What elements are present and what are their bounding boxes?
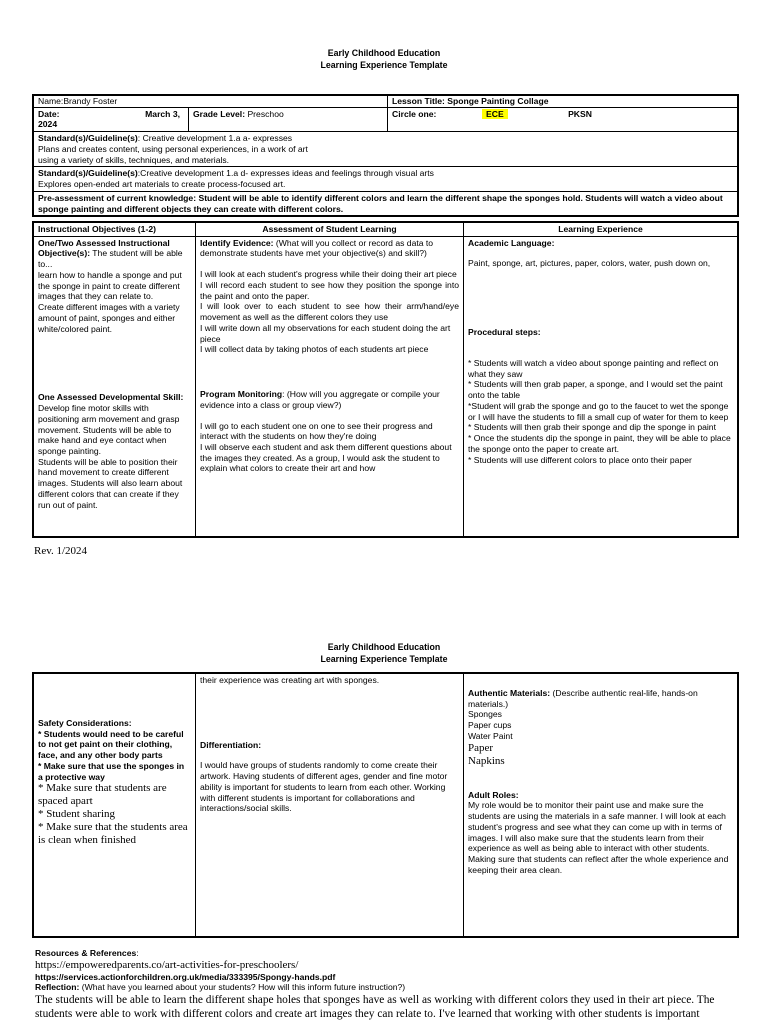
objective-1: learn how to handle a sponge and put the sponge in paint to create different images that they can relate to.: [38, 269, 182, 302]
dev-skill-text: Develop fine motor skills with positioning arm movement and grasp movement. Students will be able to make hand and eye contact when sponge painting.: [38, 403, 180, 457]
materials-roles-cell: [464, 673, 739, 937]
circle-option-ece[interactable]: ECE: [482, 109, 508, 119]
dev-skill-label: One Assessed Developmental Skill:: [38, 392, 184, 403]
name-label: Name:: [38, 96, 64, 106]
standard1-cell: [33, 132, 738, 167]
evidence-item-2: I will record each student to see how they position the sponge into the paint and onto the paper.: [200, 279, 459, 301]
revision-note: Rev. 1/2024: [34, 545, 88, 557]
procedural-step-2: * Students will then grab paper, a sponge, and I would set the paint onto the table: [468, 379, 723, 401]
col-header-assessment: Assessment of Student Learning: [196, 222, 464, 236]
safety-item-1: * Students would need to be careful to not get paint on their clothing, face, and any other body parts: [38, 728, 184, 761]
page1-heading-line1: Early Childhood Education: [327, 48, 441, 58]
lesson-title-label: Lesson Title:: [392, 96, 445, 106]
monitoring-item-2: I will observe each student and ask them different questions about the images they created. As a group, I would ask the student to explain what colors to create their art and how: [200, 442, 452, 474]
standard2-cell: [33, 167, 738, 191]
lesson-title-value: Sponge Painting Collage: [447, 96, 549, 106]
evidence-label: Identify Evidence:: [200, 237, 274, 248]
grade-cell: [189, 107, 388, 131]
resources-label: Resources & References: [35, 948, 137, 958]
monitoring-item-1: I will go to each student one on one to see their progress and interact with the students on how they're doing: [200, 420, 433, 442]
procedural-step-5: * Once the students dip the sponge in paint, they will be able to place the sponge onto the paper to create art.: [468, 433, 731, 454]
page1-heading-line2: Learning Experience Template: [320, 60, 448, 70]
grade-label: Grade Level:: [193, 108, 246, 119]
monitoring-label: Program Monitoring: [200, 389, 283, 400]
col-header-objectives: Instructional Objectives (1-2): [33, 222, 196, 236]
standard2-label: Standard(s)/Guideline(s): [38, 168, 138, 179]
circle-label: Circle one:: [392, 108, 437, 119]
standard2-line1: :Creative development 1.a d- expresses ideas and feelings through visual arts: [137, 168, 434, 179]
reflection-text: The students will be able to learn the different shape holes that sponges have as well as working with different colors they used in their art piece. The students were able to work with different colors and create art images they can relate to. I've learned that working with other students is important: [35, 994, 715, 1021]
procedural-step-1: * Students will watch a video about sponge painting and reflect on what they saw: [468, 357, 719, 379]
circle-cell: [388, 107, 469, 131]
material-item-4: Paper: [468, 741, 494, 754]
standard1-line3: using a variety of skills, techniques, and materials.: [38, 154, 230, 165]
resources-section: Resources & References: https://empoweredparents.co/art-activities-for-preschoolers/ https://services.actionforchildren.org.uk/media/333395/Spongy-hands.pdf Reflection: (What have you learned about your students? How will this inform future instruction?) The students will be able to learn the different shape holes that sponges have as well as working with different colors they used in their art piece. The students were able to work with different colors and create art images they can relate to. I've learned that working with other students is important: [35, 948, 735, 1021]
material-item-5: Napkins: [468, 754, 505, 767]
resource-link-2[interactable]: https://services.actionforchildren.org.uk/media/333395/Spongy-hands.pdf: [35, 971, 336, 982]
evidence-prompt: (What will you collect or record as data to demonstrate students have met your objective(s) and skill?): [200, 237, 434, 259]
safety-item-3: * Make sure that students are spaced apart: [38, 782, 167, 808]
differentiation-cell: [196, 673, 464, 937]
standard1-line1: : Creative development 1.a a- expresses: [137, 133, 293, 144]
col-header-learning-experience: Learning Experience: [464, 222, 739, 236]
date-year: 2024: [38, 119, 58, 130]
header-info-table: [32, 94, 739, 217]
material-item-2: Paper cups: [468, 720, 512, 731]
objectives-label: One/Two Assessed Instructional Objective(s):: [38, 237, 170, 259]
lesson-plan-table-continued: [32, 672, 739, 938]
safety-item-4: * Student sharing: [38, 808, 115, 821]
monitoring-prompt: : (How will you aggregate or compile your evidence into a class or group view?): [200, 389, 440, 410]
procedural-step-3: *Student will grab the sponge and go to the faucet to wet the sponge or I will have the students to fill a small cup of water for them to keep: [468, 400, 729, 422]
materials-prompt: (Describe authentic real-life, hands-on materials.): [468, 688, 698, 709]
differentiation-text: I would have groups of students randomly to come create their artwork. Having students of different ages, gender and fine motor ability is important for students to learn from each other. Working with different students is important for collaborations and interactions/social skills.: [200, 760, 448, 814]
preassessment-cell: Pre-assessment of current knowledge: Student will be able to identify different colors and learn the different shape the sponges hold. Students will watch a video about sponge painting and different objects they can create with different colors.: [33, 191, 738, 216]
date-value: March 3,: [145, 108, 180, 119]
circle-options: [468, 107, 738, 131]
adult-roles-text: My role would be to monitor their paint use and make sure the students are using the materials in a safe manner. I will look at each student's progress and see what they can come up with in terms of images. I will also make sure that the students learn from their experience as well as being able to interact with other students. Making sure that students can reflect after the whole experience and keeping their area clean.: [468, 800, 729, 875]
materials-label: Authentic Materials:: [468, 688, 551, 698]
material-item-1: Sponges: [468, 709, 502, 720]
safety-item-5: * Make sure that the students area is clean when finished: [38, 821, 188, 847]
safety-label: Safety Considerations:: [38, 718, 132, 728]
circle-option-pksn[interactable]: PKSN: [568, 108, 592, 119]
academic-language-label: Academic Language:: [468, 237, 555, 248]
name-cell: [33, 95, 388, 107]
objective-2: Create different images with a variety amount of paint, sponges and either white/colored paint.: [38, 302, 180, 334]
evidence-item-4: I will write down all my observations for each student doing the art piece: [200, 322, 451, 344]
evidence-item-3: I will look over to each student to see how their arm/hand/eye movement as well as the different colors they use: [200, 301, 459, 323]
differentiation-label: Differentiation:: [200, 739, 262, 750]
standard1-line2: Plans and creates content, using personal experiences, in a work of art: [38, 143, 308, 154]
resource-link-1[interactable]: https://empoweredparents.co/art-activities-for-preschoolers/: [35, 958, 299, 971]
grade-value: Preschoo: [245, 108, 284, 119]
objectives-cell: [33, 236, 196, 537]
page2-heading-line2: Learning Experience Template: [320, 654, 448, 664]
standard2-line2: Explores open-ended art materials to create process-focused art.: [38, 179, 286, 190]
evidence-item-5: I will collect data by taking photos of each students art piece: [200, 344, 429, 355]
safety-cell: [33, 673, 196, 937]
evidence-item-1: I will look at each student's progress while their doing their art piece: [200, 269, 457, 280]
lesson-title-cell: [388, 95, 739, 107]
standard1-label: Standard(s)/Guideline(s): [38, 133, 138, 144]
lesson-plan-table: [32, 221, 739, 538]
material-item-3: Water Paint: [468, 730, 513, 741]
name-value: Brandy Foster: [63, 96, 118, 106]
dev-skill-text-2: Students will be able to position their hand movement to create different images. Students will also learn about different colors that can create if they run out of paint.: [38, 456, 183, 510]
date-cell: [33, 107, 189, 131]
monitoring-continued: their experience was creating art with sponges.: [200, 675, 380, 685]
objectives-intro: The student will be able to...: [38, 248, 183, 270]
adult-roles-label: Adult Roles:: [468, 789, 519, 800]
safety-item-2: * Make sure that use the sponges in a protective way: [38, 760, 185, 782]
assessment-cell: [196, 236, 464, 537]
learning-experience-cell: [464, 236, 739, 537]
procedural-steps-label: Procedural steps:: [468, 327, 541, 338]
academic-language-text: Paint, sponge, art, pictures, paper, colors, water, push down on,: [468, 258, 711, 269]
procedural-step-6: * Students will use different colors to place onto their paper: [468, 454, 692, 465]
date-label: Date:: [38, 108, 60, 119]
procedural-step-4: * Students will then grab their sponge and dip the sponge in paint: [468, 422, 716, 433]
reflection-label: Reflection:: [35, 982, 80, 993]
page2-heading-line1: Early Childhood Education: [327, 642, 441, 652]
reflection-prompt: (What have you learned about your students? How will this inform future instruction?): [79, 982, 406, 993]
